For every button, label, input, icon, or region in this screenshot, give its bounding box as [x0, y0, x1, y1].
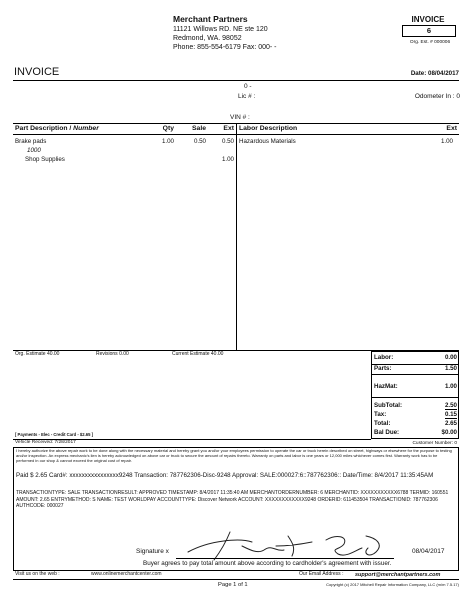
totals-balance-due-label: Bal Due: — [374, 429, 400, 436]
footer-email-label: Our Email Address : — [299, 571, 344, 577]
divider — [13, 80, 459, 81]
totals-tax-label: Tax: — [374, 411, 387, 418]
part-qty: 1.00 — [161, 138, 174, 145]
revisions: Revisions 0.00 — [96, 351, 129, 357]
table-row — [239, 138, 459, 147]
merchant-address-line-2: Redmond, WA. 98052 — [173, 35, 242, 42]
authorization-text: I hereby authorize the above repair work to be done along with the necessary material and hereby grant you and/or your employees permission to operate the car or truck herein described on street, highways or elsewhere for the purpose to testing and/or inspection. An express mechanic's lien is hereby acknowledged on above car or truck to secure the amount of repairs thereto. Warranty on parts and labor is one years or 12,000 miles whichever comes first. Warranty work has to be performed in our shop & cannot exceed the original cost of repair. — [16, 448, 452, 463]
totals-total-value: 2.65 — [444, 420, 457, 427]
parts-header-ext: Ext — [223, 125, 234, 132]
copyright: Copyright (c) 2017 Mitchell Repair Information Company, LLC (m/m 7.5.17) — [326, 582, 459, 587]
part-ext: 0.50 — [221, 138, 234, 145]
divider — [371, 374, 459, 375]
agreement-text: Buyer agrees to pay total amount above according to cardholder's agreement with issuer. — [143, 560, 392, 567]
signature-date: 08/04/2017 — [412, 548, 445, 555]
paid-line: Paid $ 2.65 Card#: xxxxxxxxxxxxxxxx9248 Transaction: 787762306-Disc-9248 Approval: SALE:000027:6::787762306:: Date/Time: 8/4/2017 11:35:45AM — [16, 472, 434, 479]
transaction-text: TRANSACTIONTYPE: SALE TRANSACTIONRESULT: APPROVED TIMESTAMP: 8/4/2017 11:35:40 AM MERCHANTORDERNUMBER: 6 MERCHANTID: XXXXXXXXXXX6788 TERMID: 160551 AMOUNT: 2.65 ENTRYMETHOD: S NAME: TEST WORLDPAY ACCOUNTTYPE: Discover Network ACCOUNT: XXXXXXXXXXXX9248 ORDERID: 611453504 TRANSACTIONID: 787762306 AUTHCODE: 000027 — [16, 490, 449, 509]
totals-parts-value: 1.50 — [444, 365, 457, 372]
invoice-date: Date: 08/04/2017 — [410, 70, 459, 77]
totals-tax-value: 0.15 — [444, 411, 457, 418]
payments-line: [ Payments - Elec - Credit Card - $2.65 ] — [15, 432, 93, 437]
signature-label: Signature x — [136, 548, 169, 555]
part-description: Shop Supplies — [25, 156, 65, 163]
totals-parts-label: Parts: — [374, 365, 392, 372]
totals-subtotal-label: SubTotal: — [374, 402, 403, 409]
vehicle-received: Vehicle Received: 7/28/2017 — [15, 440, 76, 445]
license-label: Lic # : — [238, 93, 256, 100]
table-row — [25, 156, 235, 165]
current-estimate: Current Estimate 40.00 — [172, 351, 224, 357]
part-sale: 0.50 — [193, 138, 206, 145]
vin-label: VIN # : — [230, 114, 250, 121]
totals-balance-due-value: $0.00 — [441, 429, 457, 436]
merchant-address-line-1: 11121 Willows RD. NE ste 120 — [173, 26, 268, 33]
footer-web-url[interactable]: www.onlinemerchantcenter.com — [91, 571, 162, 577]
page-number: Page 1 of 1 — [218, 582, 248, 588]
totals-labor-label: Labor: — [374, 354, 394, 361]
part-number: 1000 — [27, 147, 41, 154]
org-est-number: Org. Est. # 000006 — [409, 40, 451, 45]
totals-labor-value: 0.00 — [444, 354, 457, 361]
table-row — [27, 147, 227, 156]
labor-description: Hazardous Materials — [239, 138, 296, 145]
labor-header-ext: Ext — [446, 125, 457, 132]
labor-ext: 1.00 — [440, 138, 453, 145]
table-column-divider — [236, 123, 237, 350]
vehicle-year-make: 0 - — [244, 83, 252, 90]
totals-subtotal-value: 2.50 — [444, 402, 457, 409]
odometer-in: Odometer In : 0 — [414, 93, 460, 100]
parts-header-qty: Qty — [162, 125, 174, 132]
invoice-number: 6 — [402, 25, 456, 37]
labor-header-description: Labor Description — [239, 125, 298, 132]
totals-hazmat-value: 1.00 — [444, 383, 457, 390]
parts-header-sale: Sale — [192, 125, 206, 132]
part-ext: 1.00 — [221, 156, 234, 163]
invoice-box-title: INVOICE — [411, 15, 445, 24]
table-row — [15, 138, 235, 147]
divider — [13, 579, 459, 580]
customer-number: Customer Number: 0 — [412, 441, 457, 446]
signature-image — [180, 528, 395, 562]
invoice-title: INVOICE — [14, 66, 60, 78]
totals-total-label: Total: — [374, 420, 391, 427]
divider — [371, 397, 459, 398]
parts-header-description: Part Description / Number — [15, 125, 99, 132]
org-estimate: Org. Estimate 40.00 — [15, 351, 60, 357]
signature-line — [176, 558, 394, 559]
footer-email[interactable]: support@merchantpartners.com — [355, 572, 441, 578]
footer-web-label: Visit us on the web : — [15, 571, 60, 577]
merchant-phone-fax: Phone: 855-554-6179 Fax: 000- - — [173, 44, 277, 51]
totals-hazmat-label: HazMat: — [374, 383, 398, 390]
merchant-name: Merchant Partners — [173, 14, 248, 24]
part-description: Brake pads — [15, 138, 47, 145]
